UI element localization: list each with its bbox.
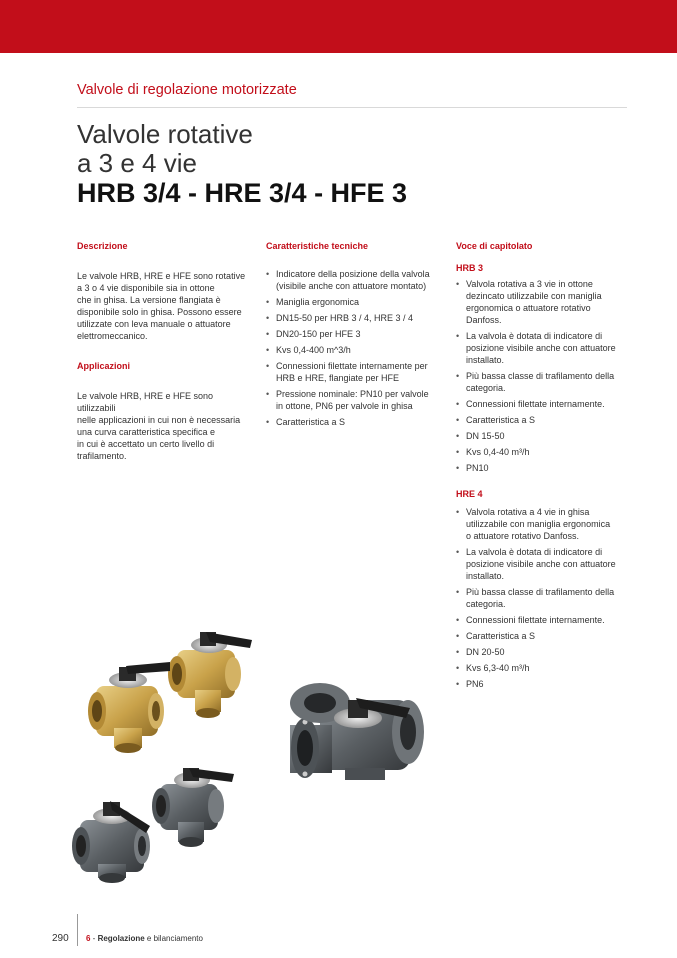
text-line: trafilamento. (77, 451, 127, 461)
list-item: • Indicatore della posizione della valvola (visibile anche con attuatore montato) (266, 268, 441, 292)
list-item: • DN 20-50 (456, 646, 626, 658)
text-line: che in ghisa. La versione flangiata è (77, 295, 221, 305)
brass-valve-4way (168, 632, 252, 718)
list-item: • DN 15-50 (456, 430, 626, 442)
section-title: Valvole di regolazione motorizzate (77, 82, 297, 98)
list-item: • Kvs 0,4-400 m^3/h (266, 344, 441, 356)
list-item: • Pressione nominale: PN10 per valvole in ottone, PN6 per valvole in ghisa (266, 388, 441, 412)
title-models: HRB 3/4 - HRE 3/4 - HFE 3 (77, 178, 408, 208)
iron-valve-3way (72, 801, 150, 883)
list-item: • La valvola è dotata di indicatore di posizione visibile anche con attuatore installato. (456, 546, 626, 582)
list-item: • La valvola è dotata di indicatore di posizione visibile anche con attuatore installato. (456, 330, 626, 366)
list-item: • Maniglia ergonomica (266, 296, 441, 308)
subheading-hre4: HRE 4 (456, 489, 483, 499)
subheading-hrb3: HRB 3 (456, 263, 484, 273)
text-line: utilizzate con leva manuale o attuatore (77, 319, 231, 329)
list-item: • Kvs 0,4-40 m³/h (456, 446, 626, 458)
chapter-number: 6 (86, 934, 91, 943)
list-item: • Valvola rotativa a 4 vie in ghisa utilizzabile con maniglia ergonomica o attuatore rotativo Danfoss. (456, 506, 626, 542)
brass-valve-3way (88, 662, 170, 753)
list-item: • PN6 (456, 678, 626, 690)
list-item: • Connessioni filettate internamente. (456, 398, 626, 410)
chapter-separator: - (90, 934, 98, 943)
list-item: • Kvs 6,3-40 m³/h (456, 662, 626, 674)
heading-descrizione: Descrizione (77, 241, 128, 251)
list-item: • PN10 (456, 462, 626, 474)
page-number: 290 (52, 933, 69, 944)
heading-caratteristiche: Caratteristiche tecniche (266, 241, 369, 251)
text-line: disponibile solo in ghisa. Possono essere (77, 307, 242, 317)
chapter-title: Regolazione (97, 934, 145, 943)
text-line: a 3 o 4 vie disponibile sia in ottone (77, 283, 215, 293)
list-item: • Più bassa classe di trafilamento della categoria. (456, 370, 626, 394)
text-line: in cui è accettato un certo livello di (77, 439, 215, 449)
list-item: • Connessioni filettate internamente per HRB e HRE, flangiate per HFE (266, 360, 441, 384)
text-line: elettromeccanico. (77, 331, 148, 341)
list-item: • Valvola rotativa a 3 vie in ottone dezincato utilizzabile con maniglia ergonomica o attuatore rotativo Danfoss. (456, 278, 626, 326)
text-line: una curva caratteristica specifica e (77, 427, 216, 437)
heading-applicazioni: Applicazioni (77, 361, 131, 371)
list-item: • Caratteristica a S (456, 414, 626, 426)
text-line: Le valvole HRB, HRE e HFE sono utilizzabili (77, 391, 214, 413)
list-item: • Caratteristica a S (456, 630, 626, 642)
list-item: • DN15-50 per HRB 3 / 4, HRE 3 / 4 (266, 312, 441, 324)
heading-capitolato: Voce di capitolato (456, 241, 533, 251)
title-line-1: Valvole rotative (77, 119, 253, 149)
list-item: • Più bassa classe di trafilamento della categoria. (456, 586, 626, 610)
iron-valve-4way (152, 768, 234, 847)
flanged-valve-hfe3 (290, 683, 424, 780)
text-line: Le valvole HRB, HRE e HFE sono rotative (77, 271, 246, 281)
list-item: • DN20-150 per HFE 3 (266, 328, 441, 340)
footer-divider (77, 914, 78, 946)
title-line-2: a 3 e 4 vie (77, 148, 197, 178)
footer-chapter (86, 934, 203, 943)
chapter-subtitle: e bilanciamento (144, 934, 203, 943)
list-item: • Connessioni filettate internamente. (456, 614, 626, 626)
text-line: nelle applicazioni in cui non è necessaria (77, 415, 241, 425)
list-item: • Caratteristica a S (266, 416, 441, 428)
